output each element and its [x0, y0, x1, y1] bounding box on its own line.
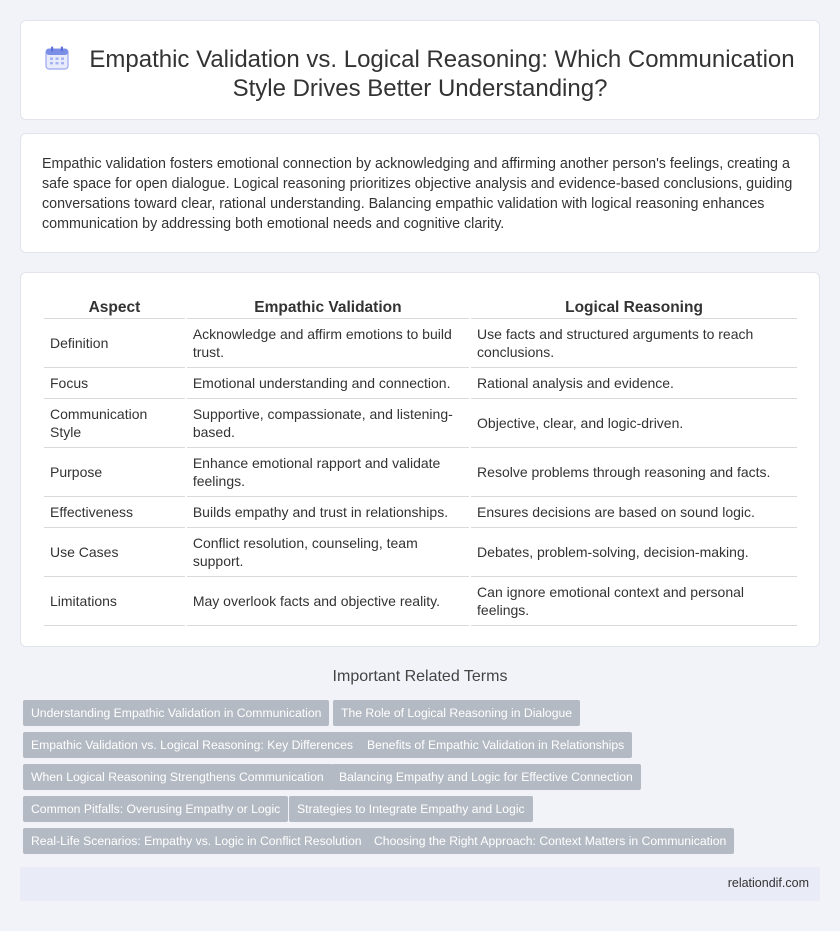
related-tag-link[interactable]: Empathic Validation vs. Logical Reasoning: Key Differences — [23, 732, 361, 758]
row-logical: Rational analysis and evidence. — [471, 368, 797, 399]
page-title-wrap — [21, 45, 819, 103]
table-row — [44, 368, 797, 399]
title-card — [20, 20, 820, 120]
row-aspect: Use Cases — [44, 528, 185, 577]
related-tag-link[interactable]: When Logical Reasoning Strengthens Communication — [23, 764, 332, 790]
row-empathic: Conflict resolution, counseling, team support. — [187, 528, 469, 577]
header-logical-reasoning: Logical Reasoning — [471, 297, 797, 319]
row-aspect: Purpose — [44, 448, 185, 497]
related-tag-link[interactable]: Real-Life Scenarios: Empathy vs. Logic in Conflict Resolution — [23, 828, 370, 854]
row-logical: Use facts and structured arguments to reach conclusions. — [471, 319, 797, 368]
row-empathic: May overlook facts and objective reality. — [187, 577, 469, 626]
row-empathic: Acknowledge and affirm emotions to build trust. — [187, 319, 469, 368]
table-row — [44, 528, 797, 577]
table-row — [44, 577, 797, 626]
row-empathic: Supportive, compassionate, and listening-based. — [187, 399, 469, 448]
header-empathic-validation: Empathic Validation — [187, 297, 469, 319]
comparison-table — [42, 297, 799, 626]
row-aspect: Focus — [44, 368, 185, 399]
summary-card — [20, 133, 820, 253]
row-logical: Resolve problems through reasoning and facts. — [471, 448, 797, 497]
row-aspect: Effectiveness — [44, 497, 185, 528]
related-tag-link[interactable]: The Role of Logical Reasoning in Dialogue — [333, 700, 580, 726]
page-title: Empathic Validation vs. Logical Reasoning: Which Communication Style Drives Better Understanding? — [89, 46, 795, 102]
row-logical: Objective, clear, and logic-driven. — [471, 399, 797, 448]
table-row — [44, 497, 797, 528]
table-row — [44, 399, 797, 448]
row-logical: Debates, problem-solving, decision-making. — [471, 528, 797, 577]
footer-site-link[interactable]: relationdif.com — [727, 876, 809, 890]
calendar-icon — [45, 46, 69, 70]
row-empathic: Enhance emotional rapport and validate feelings. — [187, 448, 469, 497]
related-tag-link[interactable]: Benefits of Empathic Validation in Relationships — [359, 732, 632, 758]
row-logical: Ensures decisions are based on sound logic. — [471, 497, 797, 528]
related-tag-link[interactable]: Choosing the Right Approach: Context Matters in Communication — [366, 828, 734, 854]
row-aspect: Definition — [44, 319, 185, 368]
related-tag-link[interactable]: Understanding Empathic Validation in Communication — [23, 700, 329, 726]
table-header-row — [44, 297, 797, 319]
table-row — [44, 448, 797, 497]
row-aspect: Limitations — [44, 577, 185, 626]
row-logical: Can ignore emotional context and personal feelings. — [471, 577, 797, 626]
header-aspect: Aspect — [44, 297, 185, 319]
footer-bar — [20, 867, 820, 901]
related-tag-link[interactable]: Common Pitfalls: Overusing Empathy or Logic — [23, 796, 288, 822]
related-terms-heading: Important Related Terms — [332, 668, 508, 685]
related-tag-link[interactable]: Balancing Empathy and Logic for Effective Connection — [331, 764, 641, 790]
row-empathic: Builds empathy and trust in relationships. — [187, 497, 469, 528]
table-row — [44, 319, 797, 368]
related-tag-link[interactable]: Strategies to Integrate Empathy and Logic — [289, 796, 533, 822]
row-aspect: Communication Style — [44, 399, 185, 448]
summary-text: Empathic validation fosters emotional connection by acknowledging and affirming another person's feelings, creating a safe space for open dialogue. Logical reasoning prioritizes objective analysis and evidence-based conclusions, guiding conversations toward clear, rational understanding. Balancing empathic validation with logical reasoning enhances communication by addressing both emotional needs and cognitive clarity. — [42, 156, 793, 232]
row-empathic: Emotional understanding and connection. — [187, 368, 469, 399]
comparison-card — [20, 272, 820, 647]
